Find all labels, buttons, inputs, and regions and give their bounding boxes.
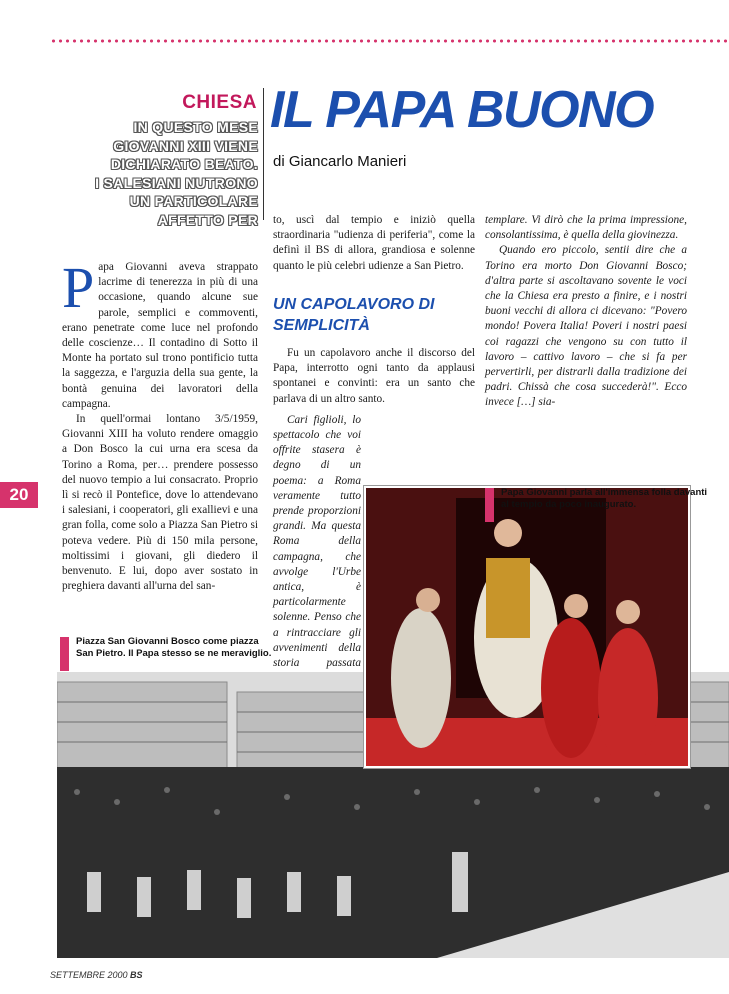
deck-line: DICHIARATO BEATO. [110, 156, 258, 172]
footer-date: SETTEMBRE 2000 [50, 970, 128, 980]
paragraph: templare. Vi dirò che la prima impressione, consolantissima, è quella della giovinezza. [485, 214, 687, 242]
paragraph: Quando ero piccolo, sentii dire che a Torino era morto Don Giovanni Bosco; d'altra parte si ascoltavano sovente le voci che la Chiesa era presto a finire, e i nostri buoni vecchi di allora ci dicevano: "Povero mondo! Povera Italia! Poveri i nostri paesi coi ragazzi che vengono su con tutto il lavoro – cattivo lavoro – che si fa per pervertirli, per distrarli dalla tradizione dei padri. Chissà che cosa succederà!". Ecco invece […] sia- [485, 244, 687, 409]
subheading: UN CAPOLAVORO DI SEMPLICITÀ [273, 296, 435, 334]
paragraph: In quell'ormai lontano 3/5/1959, Giovanni XIII ha voluto rendere omaggio a Don Bosco la cui urna era scesa da Torino a Roma, per… prendere possesso del nuovo tempio a lui consacrato. Proprio lì si recò il Pontefice, dove lo attendevano i salesiani, i cooperatori, gli exallievi e una gran folla, come solo a Piazza San Pietro si poteva vedere. Più di 150 mila persone, moltissimi i giovani, gli diedero il benvenuto. E lui, dopo aver sostato in preghiera davanti all'urna del san- [62, 413, 258, 593]
paragraph: Fu un capolavoro anche il discorso del Papa, interrotto ogni tanto da applausi spontanei e convinti: era un santo che parlava di un altro santo. [273, 347, 475, 405]
page-number: 20 [0, 482, 38, 508]
section-label: CHIESA [182, 92, 257, 113]
column-2 [273, 213, 475, 274]
pope-photo-caption: Papa Giovanni parla all'immensa folla davanti al tempio da poco inaugurato. [485, 487, 711, 511]
article-deck [50, 118, 258, 229]
header-divider [263, 88, 264, 220]
paragraph: Papa Giovanni aveva strappato lacrime di tenerezza in più di una occasione, quando alcune sue parole, semplici e commoventi, erano penetrate come luce nel profondo delle coscienze… Il contadino di Sotto il Monte ha portato sul trono pontificio tutta la saggezza, e l'arguzia della sua gente, la bontà genuina dei lavoratori della campagna. [62, 255, 258, 410]
deck-line: GIOVANNI XIII VIENE [113, 137, 258, 154]
dotted-rule [50, 38, 729, 44]
crowd-photo-caption: Piazza San Giovanni Bosco come piazza San Pietro. Il Papa stesso se ne meraviglio. [60, 636, 276, 660]
column-3 [485, 213, 687, 411]
pope-photo-illustration [366, 488, 688, 766]
column-1 [62, 255, 258, 594]
deck-line: UN PARTICOLARE [129, 193, 258, 209]
drop-cap: P [62, 255, 95, 320]
quote-paragraph: Cari figlioli, lo spettacolo che voi offrite stasera è degno di un poema: a Roma veramente tutto prende proporzioni grandi. Ma questa Roma della campagna, che avvolge l'Urbe antica, è particolarmente solenne. Penso che a rintracciare gli avvenimenti della storia passata [273, 413, 361, 670]
footer-magazine: BS [130, 970, 143, 980]
deck-line: IN QUESTO MESE [133, 119, 258, 135]
pope-photo [364, 486, 690, 768]
deck-line: I SALESIANI NUTRONO [95, 174, 258, 191]
paragraph: to, uscì dal tempio e iniziò quella straordinaria "udienza di periferia", come la definì il BS di allora, grandiosa e solenne quanto le più celebri udienze a San Pietro. [273, 214, 475, 272]
byline: di Giancarlo Manieri [273, 153, 407, 170]
page-footer [50, 970, 143, 980]
deck-line: AFFETTO PER [157, 211, 258, 228]
article-title: IL PAPA BUONO [270, 81, 654, 139]
